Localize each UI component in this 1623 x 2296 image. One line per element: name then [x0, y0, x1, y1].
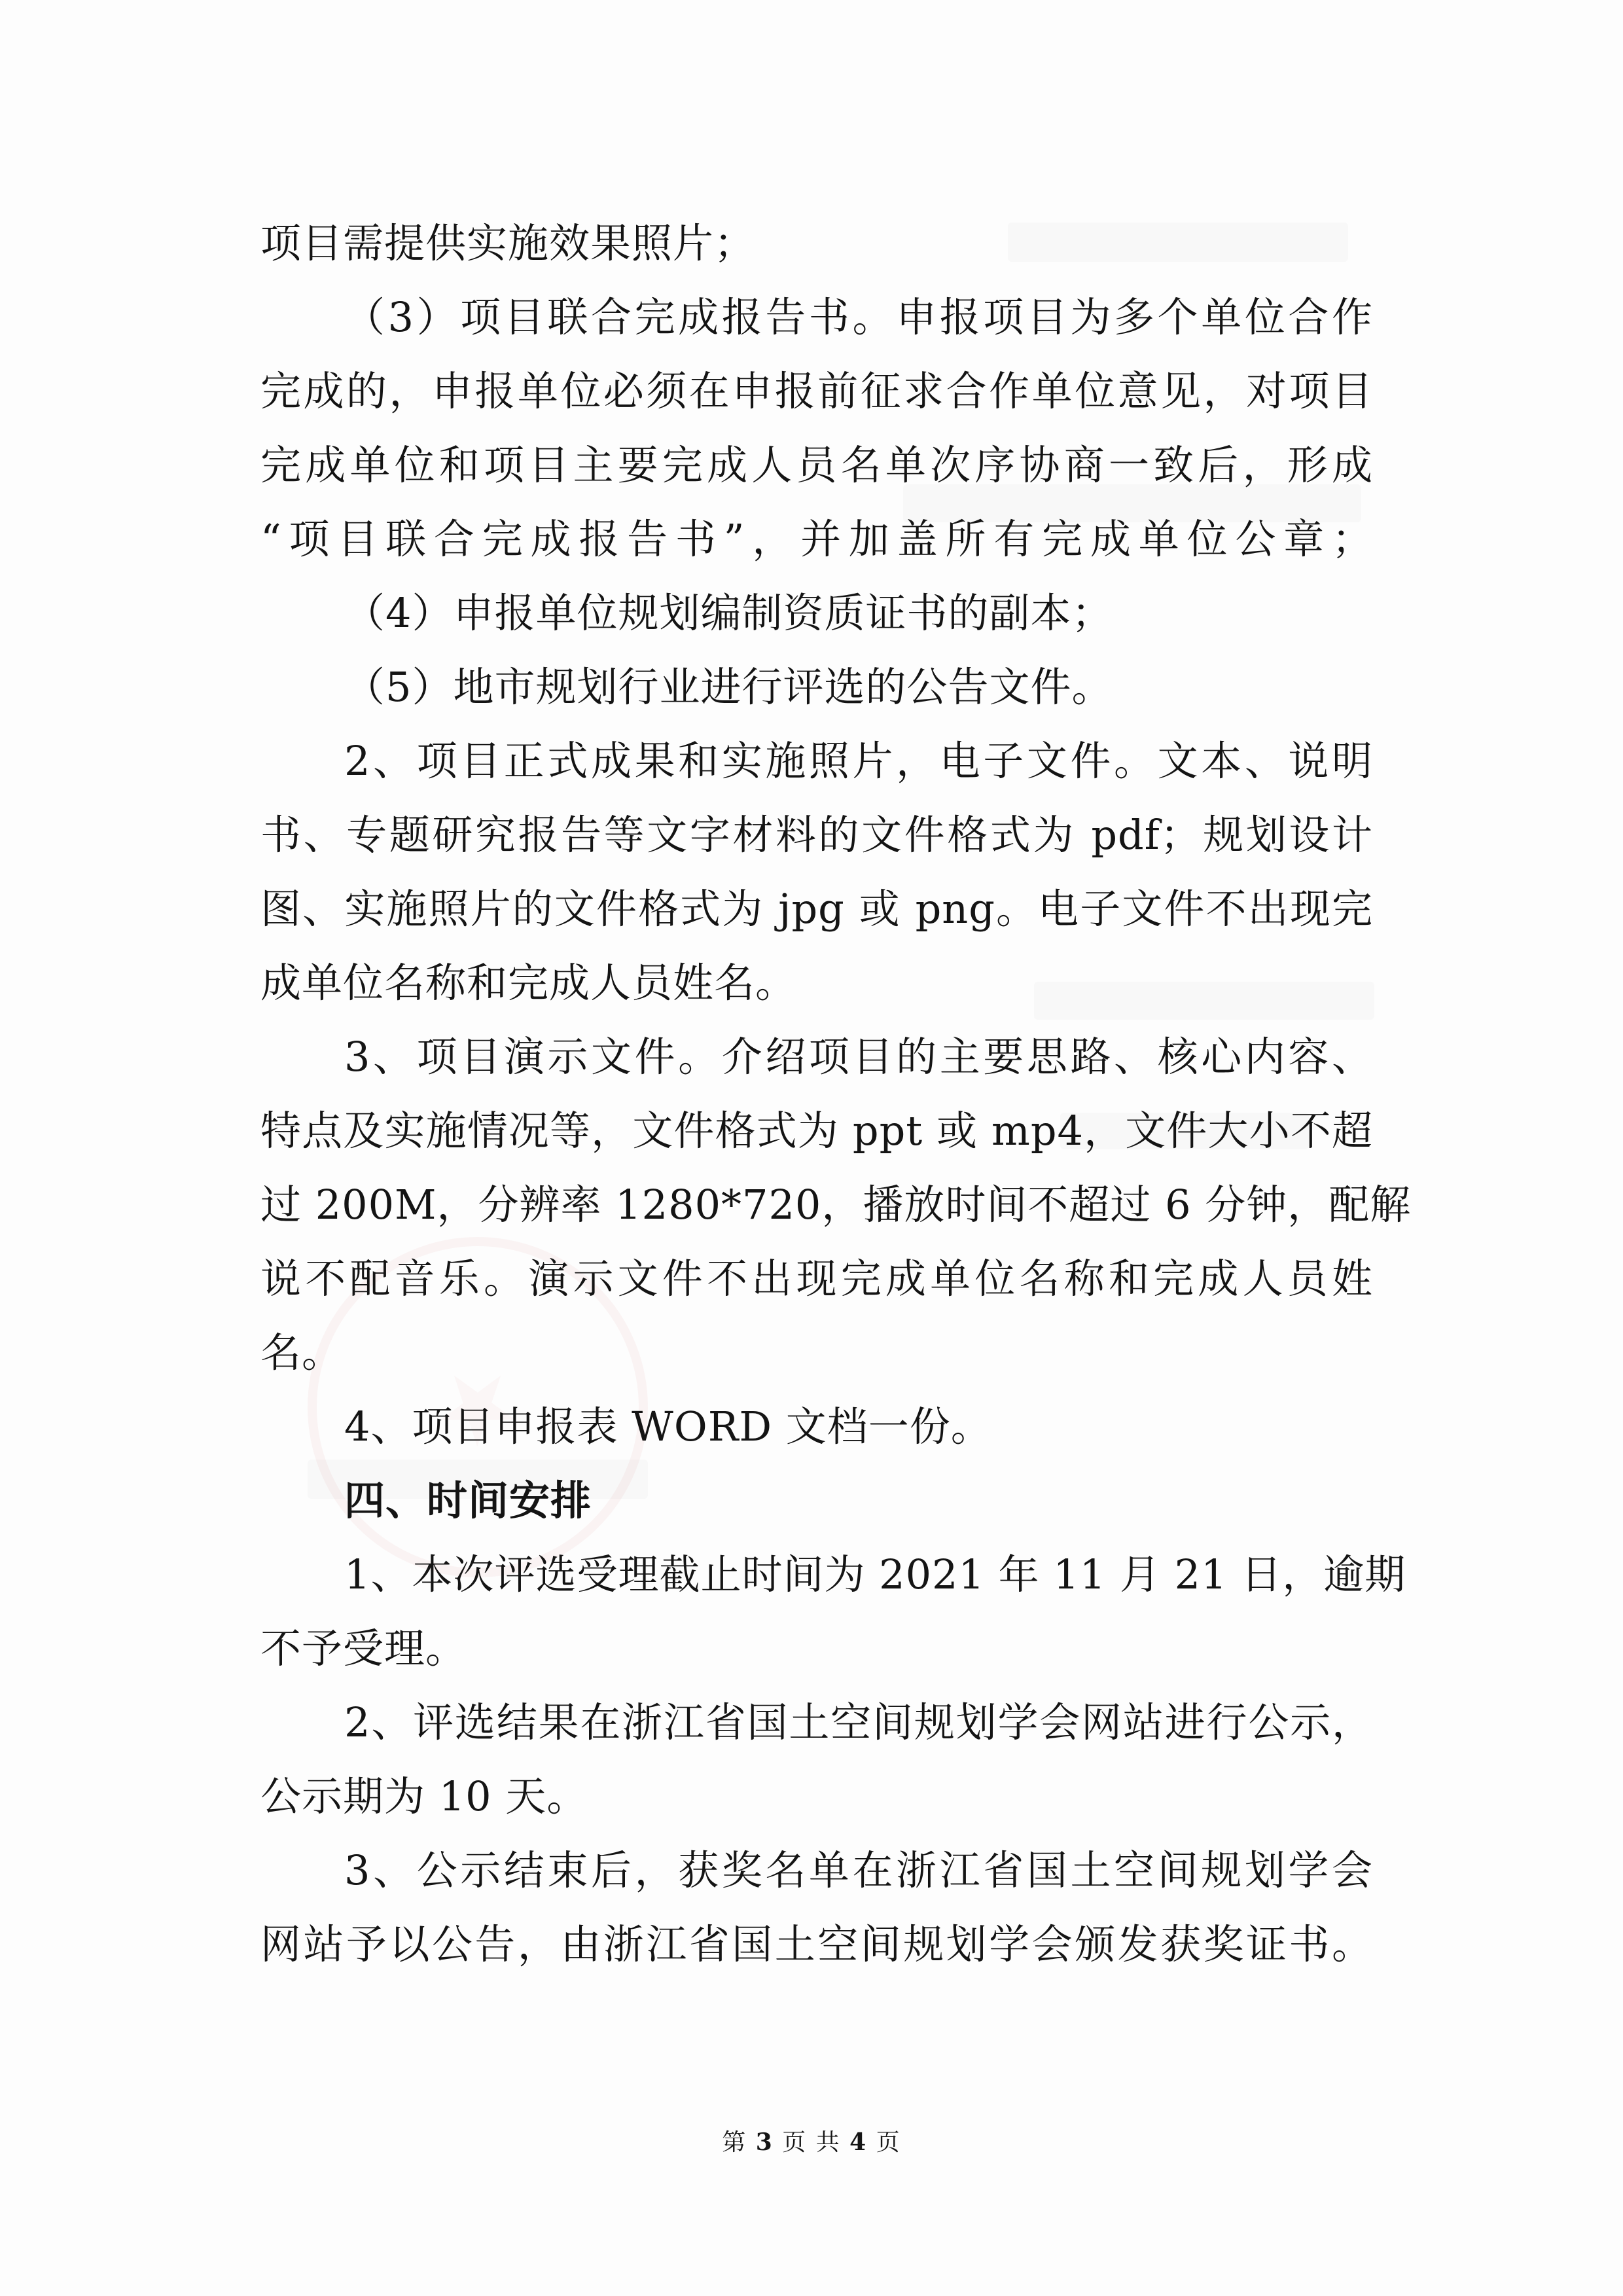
- body-line: 完成单位和项目主要完成人员名单次序协商一致后，形成: [260, 441, 1373, 489]
- body-line: （5）地市规划行业进行评选的公告文件。: [344, 663, 1113, 711]
- body-line: 特点及实施情况等，文件格式为 ppt 或 mp4，文件大小不超: [260, 1107, 1373, 1155]
- body-line: 3、公示结束后，获奖名单在浙江省国土空间规划学会: [344, 1846, 1373, 1894]
- body-line: （4）申报单位规划编制资质证书的副本；: [344, 589, 1113, 637]
- body-line: 图、实施照片的文件格式为 jpg 或 png。电子文件不出现完: [260, 885, 1373, 933]
- body-line: 书、专题研究报告等文字材料的文件格式为 pdf；规划设计: [260, 811, 1373, 859]
- section-heading: 四、时间安排: [344, 1477, 592, 1524]
- body-line: 2、评选结果在浙江省国土空间规划学会网站进行公示，: [344, 1698, 1373, 1746]
- page-footer: [0, 2126, 1623, 2159]
- body-line: 完成的，申报单位必须在申报前征求合作单位意见，对项目: [260, 367, 1373, 415]
- body-line: 3、项目演示文件。介绍项目的主要思路、核心内容、: [344, 1033, 1373, 1081]
- footer-suffix: 页: [876, 2129, 901, 2156]
- body-line: 公示期为 10 天。: [260, 1772, 588, 1820]
- current-page-number: 3: [755, 2128, 774, 2156]
- body-line: （3）项目联合完成报告书。申报项目为多个单位合作: [344, 293, 1373, 341]
- total-pages-number: 4: [849, 2128, 868, 2156]
- body-line: 说不配音乐。演示文件不出现完成单位名称和完成人员姓: [260, 1255, 1373, 1302]
- footer-prefix: 第: [722, 2129, 747, 2156]
- body-line: 1、本次评选受理截止时间为 2021 年 11 月 21 日，逾期: [344, 1551, 1406, 1598]
- body-line: “项目联合完成报告书”，并加盖所有完成单位公章；: [260, 515, 1373, 563]
- body-line: 4、项目申报表 WORD 文档一份。: [344, 1403, 992, 1450]
- body-line: 名。: [260, 1329, 344, 1376]
- body-line: 不予受理。: [260, 1624, 467, 1672]
- body-line: 过 200M，分辨率 1280*720，播放时间不超过 6 分钟，配解: [260, 1181, 1412, 1229]
- body-line: 成单位名称和完成人员姓名。: [260, 959, 797, 1007]
- body-line: 网站予以公告，由浙江省国土空间规划学会颁发获奖证书。: [260, 1920, 1373, 1968]
- body-line: 2、项目正式成果和实施照片，电子文件。文本、说明: [344, 737, 1373, 785]
- body-line: 项目需提供实施效果照片；: [260, 219, 756, 267]
- footer-middle: 页 共: [782, 2129, 841, 2156]
